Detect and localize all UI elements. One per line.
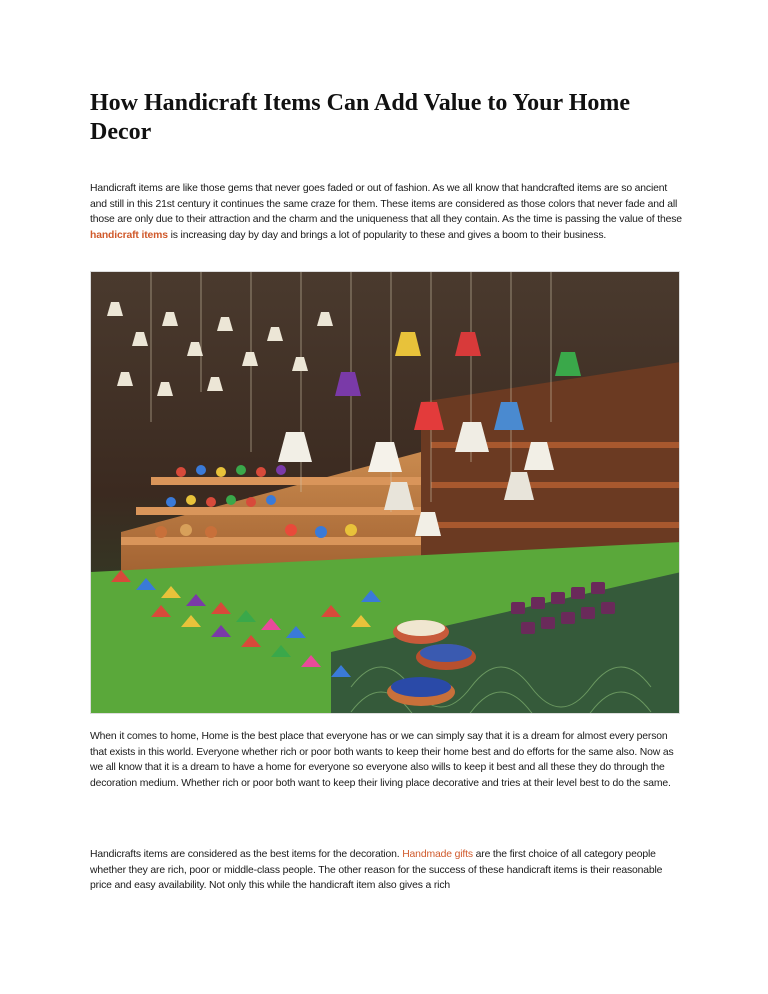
handicraft-items-link[interactable]: handicraft items [90, 229, 168, 241]
handicraft-decor-paragraph [90, 847, 682, 894]
home-paragraph: When it comes to home, Home is the best place that everyone has or we can simply say that it is a dream for almost every person that exists in this world. Everyone whether rich or poor both wants to keep their home best and do efforts for the same also. Now as we all know that it is a dream to have a home for everyone so everyone also wills to keep it best and all these they do through the decoration medium. Whether rich or poor both want to keep their living place decorative and tries at their level best to do the same. [90, 731, 674, 789]
intro-text-end: is increasing day by day and brings a lot of popularity to these and gives a boom to their business. [167, 229, 607, 241]
article-title: How Handicraft Items Can Add Value to Your Home Decor [90, 90, 631, 145]
decor-text-start: Handicrafts items are considered as the best items for the decoration. [90, 849, 403, 860]
handicraft-display-photo [90, 271, 680, 714]
decor-text-end: are the first choice of all category people whether they are rich, poor or middle-class people. The other reason for the success of these handicraft items is their reasonable price and easy availability. Not only this while the handicraft item also gives a rich [90, 849, 663, 892]
intro-paragraph [90, 181, 682, 243]
intro-text-start: Handicraft items are like those gems that never goes faded or out of fashion. As we all know that handcrafted items are so ancient and still in this 21st century it continues the same craze for them. These items are considered as those colors that never fade and all those are only due to their attraction and the charm and the uniqueness that all they contain. As the time is passing the value of these [90, 183, 682, 226]
handmade-gifts-link[interactable]: Handmade gifts [402, 849, 473, 860]
